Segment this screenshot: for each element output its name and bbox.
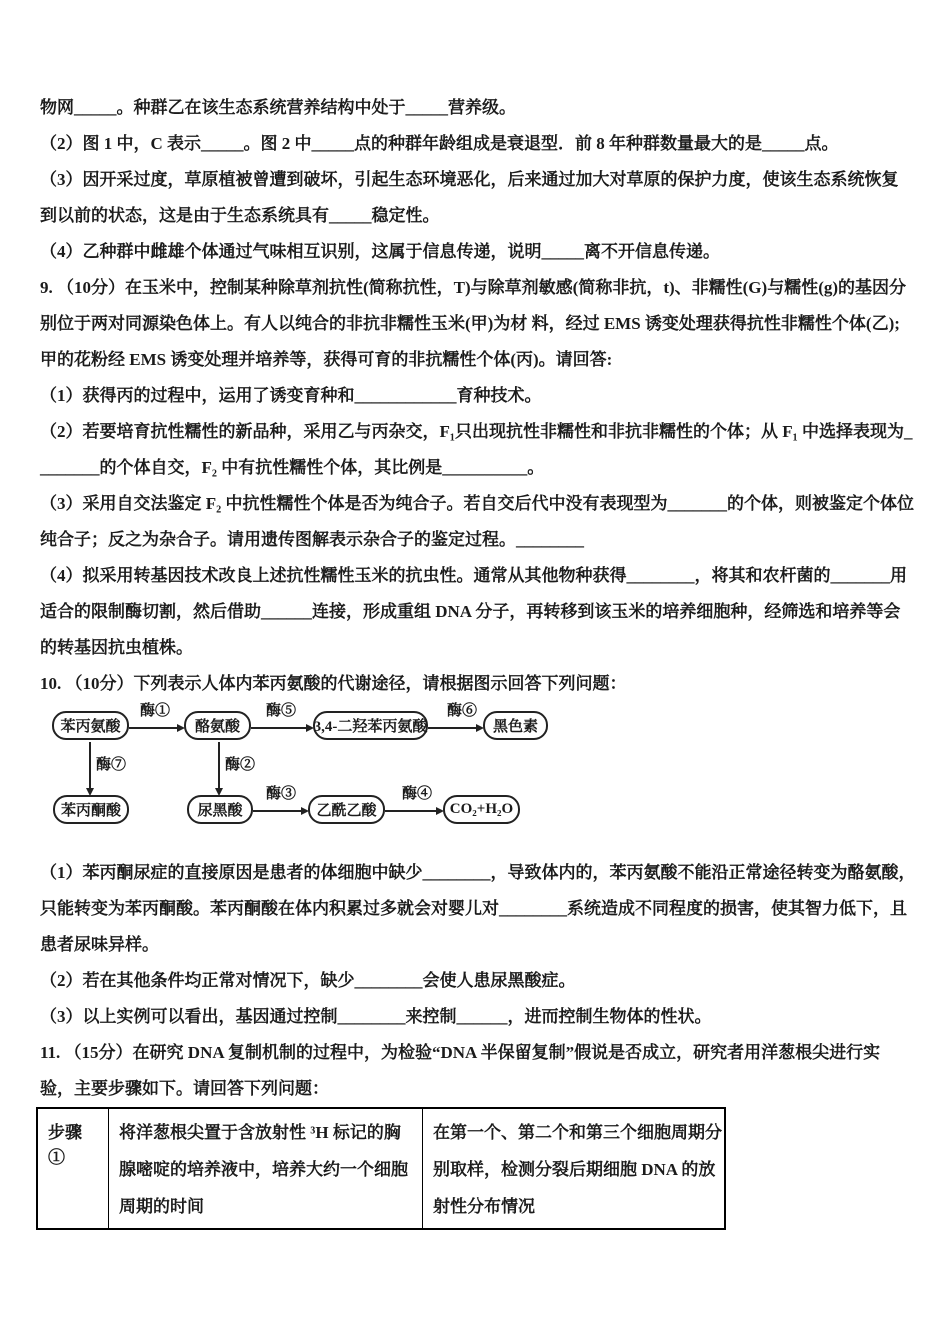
- arrow-homogentisate-to-acetoacetate: [253, 810, 307, 812]
- table-text-line: 将洋葱根尖置于含放射性 ³H 标记的胸: [119, 1123, 401, 1142]
- text-line: 物网_____。种群乙在该生态系统营养结构中处于_____营养级。: [40, 98, 516, 117]
- enzyme-7-label: 酶⑦: [96, 757, 127, 773]
- node-phenylpyruvate: 苯丙酮酸: [53, 795, 129, 824]
- node-co2-h2o: CO₂+H₂O: [443, 795, 520, 824]
- enzyme-1-label: 酶①: [140, 703, 171, 719]
- arrow-phe-to-phenylpyruvate: [89, 742, 91, 794]
- text-line: 的转基因抗虫植株。: [40, 638, 193, 657]
- enzyme-6-label: 酶⑥: [447, 703, 478, 719]
- node-tyrosine: 酪氨酸: [184, 711, 251, 740]
- text-line: 9. （10分）在玉米中，控制某种除草剂抗性(简称抗性，T)与除草剂敏感(简称非抗，t)、非糯性(G)与糯性(g)的基因分: [40, 278, 907, 297]
- table-text-line: 射性分布情况: [433, 1197, 535, 1216]
- text-line: （4）乙种群中雌雄个体通过气味相互识别，这属于信息传递，说明_____离不开信息传递。: [40, 242, 720, 261]
- node-phenylalanine: 苯丙氨酸: [52, 711, 129, 740]
- text-line: （4）拟采用转基因技术改良上述抗性糯性玉米的抗虫性。通常从其他物种获得________，将其和农杆菌的_______用: [40, 566, 907, 585]
- text-line: 验，主要步骤如下。请回答下列问题：: [40, 1079, 329, 1098]
- text-line: 患者尿味异样。: [40, 935, 159, 954]
- text-line: 纯合子；反之为杂合子。请用遗传图解表示杂合子的鉴定过程。________: [40, 530, 584, 549]
- text-line: 只能转变为苯丙酮酸。苯丙酮酸在体内积累过多就会对婴儿对________系统造成不同程度的损害，使其智力低下，且: [40, 899, 907, 918]
- text-line: （2）图 1 中，C 表示_____。图 2 中_____点的种群年龄组成是衰退型．前 8 年种群数量最大的是_____点。: [40, 134, 839, 153]
- enzyme-3-label: 酶③: [266, 786, 297, 802]
- metabolic-pathway-diagram: [40, 702, 916, 855]
- question-8-tail: [40, 90, 916, 270]
- question-11: [40, 1035, 916, 1230]
- text-line: 别位于两对同源染色体上。有人以纯合的非抗非糯性玉米(甲)为材 料，经过 EMS 诱变处理获得抗性非糯性个体(乙);: [40, 314, 900, 333]
- text-line: （2）若要培育抗性糯性的新品种，采用乙与丙杂交，F₁只出现抗性非糯性和非抗非糯性的个体；从 F₁ 中选择表现为_: [40, 422, 913, 441]
- text-line: 到以前的状态，这是由于生态系统具有_____稳定性。: [40, 206, 440, 225]
- text-line: （3）因开采过度，草原植被曾遭到破坏，引起生态环境恶化，后来通过加大对草原的保护力度，使该生态系统恢复: [40, 170, 899, 189]
- enzyme-5-label: 酶⑤: [266, 703, 297, 719]
- arrow-tyr-to-dopa: [251, 727, 312, 729]
- table-text-line: 在第一个、第二个和第三个细胞周期分: [433, 1123, 722, 1142]
- text-line: 11. （15分）在研究 DNA 复制机制的过程中，为检验“DNA 半保留复制”假说是否成立，研究者用洋葱根尖进行实: [40, 1043, 881, 1062]
- table-cell-sampling: [422, 1109, 726, 1228]
- text-line: _______的个体自交，F₂ 中有抗性糯性个体，其比例是__________。: [40, 458, 545, 477]
- node-melanin: 黑色素: [483, 711, 548, 740]
- text-line: （2）若在其他条件均正常对情况下，缺少________会使人患尿黑酸症。: [40, 971, 576, 990]
- table-text-line: 周期的时间: [119, 1197, 204, 1216]
- question-10: [40, 666, 916, 1035]
- step-label: 步骤①: [48, 1123, 82, 1167]
- table-text-line: 腺嘧啶的培养液中，培养大约一个细胞: [119, 1160, 408, 1179]
- table-cell-step: [38, 1109, 108, 1228]
- question-10-intro: 10. （10分）下列表示人体内苯丙氨酸的代谢途径，请根据图示回答下列问题：: [40, 674, 627, 693]
- text-line: 甲的花粉经 EMS 诱变处理并培养等，获得可育的非抗糯性个体(丙)。请回答:: [40, 350, 613, 369]
- enzyme-2-label: 酶②: [225, 757, 256, 773]
- table-text-line: 别取样，检测分裂后期细胞 DNA 的放: [433, 1160, 716, 1179]
- arrow-acetoacetate-to-co2: [385, 810, 442, 812]
- experiment-steps-table: [36, 1107, 726, 1230]
- text-line: （1）获得丙的过程中，运用了诱变育种和____________育种技术。: [40, 386, 542, 405]
- node-acetoacetate: 乙酰乙酸: [308, 795, 385, 824]
- question-9: [40, 270, 916, 666]
- arrow-tyr-to-homogentisate: [218, 742, 220, 794]
- text-line: （3）采用自交法鉴定 F₂ 中抗性糯性个体是否为纯合子。若自交后代中没有表现型为_______的个体，则被鉴定个体位: [40, 494, 914, 513]
- text-line: 适合的限制酶切割，然后借助______连接，形成重组 DNA 分子，再转移到该玉米的培养细胞种，经筛选和培养等会: [40, 602, 901, 621]
- table-cell-procedure: [108, 1109, 422, 1228]
- text-line: （3）以上实例可以看出，基因通过控制________来控制______，进而控制生物体的性状。: [40, 1007, 712, 1026]
- arrow-phe-to-tyr: [129, 727, 183, 729]
- arrow-dopa-to-melanin: [428, 727, 482, 729]
- enzyme-4-label: 酶④: [402, 786, 433, 802]
- node-homogentisate: 尿黑酸: [187, 795, 253, 824]
- node-dopa: 3,4-二羟苯丙氨酸: [313, 711, 428, 740]
- text-line: （1）苯丙酮尿症的直接原因是患者的体细胞中缺少________，导致体内的，苯丙氨酸不能沿正常途径转变为酪氨酸，: [40, 863, 916, 882]
